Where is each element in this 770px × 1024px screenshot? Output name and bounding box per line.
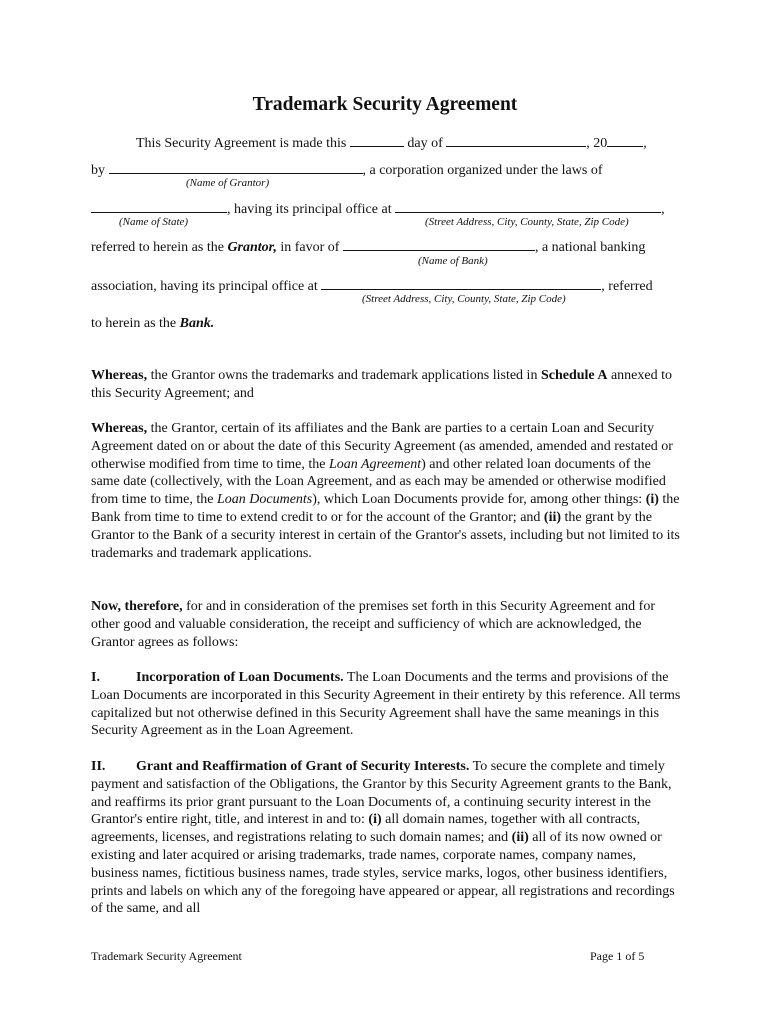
- paragraph-text: the Grantor owns the trademarks and trademark applications listed in: [147, 368, 541, 383]
- bank-name-blank[interactable]: [343, 237, 535, 251]
- caption-address-1: (Street Address, City, County, State, Zip Code): [425, 216, 629, 228]
- paragraph-text: The Loan Documents and the terms and provisions of the Loan Documents are incorporated in this Security Agreement in their entirety by this reference. All terms capitalized but not otherwise defined in this Security Agreement shall have the same meanings in this Security Agreement as in the Loan Agreement.: [91, 670, 681, 739]
- footer-document-name: Trademark Security Agreement: [91, 949, 242, 963]
- year-blank[interactable]: [607, 133, 643, 147]
- paragraph-text: ), which Loan Documents provide for, among other things:: [312, 492, 646, 508]
- intro-text: , having its principal office at: [227, 202, 392, 217]
- item-marker: (i): [645, 492, 659, 508]
- intro-text: referred to herein as the: [91, 240, 224, 255]
- intro-text: day of: [407, 136, 443, 151]
- bank-address-blank[interactable]: [321, 276, 601, 290]
- intro-text: to herein as the: [91, 316, 177, 331]
- paragraph-text: annexed to this Security Agreement; and: [91, 368, 672, 401]
- intro-line-1: [136, 133, 736, 152]
- state-blank[interactable]: [91, 199, 227, 213]
- whereas-paragraph-1: [91, 367, 683, 403]
- paragraph-text: all of its now owned or existing and later acquired or arising trademarks, trade names, corporate names, company names, business names, fictitious business names, trade styles, service marks, logos, other business identifiers, prints and labels on which any of the foregoing have appeared or appear, all registrations and recordings of the same, and all: [91, 830, 675, 917]
- paragraph-text: all domain names, together with all contracts, agreements, licenses, and registrations relating to such domain names; and: [91, 812, 641, 846]
- month-blank[interactable]: [446, 133, 586, 147]
- intro-text: , a national banking: [534, 240, 646, 255]
- paragraph-text: ) and other related loan documents of the same date (collectively, with the Loan Agreement, and as each may be amended or otherwise modified from time to time, the: [91, 456, 666, 508]
- paragraph-text: for and in consideration of the premises set forth in this Security Agreement and for other good and valuable consideration, the receipt and sufficiency of which are acknowledged, the Grantor agrees as follows:: [91, 599, 656, 650]
- intro-text: , a corporation organized under the laws of: [362, 163, 603, 178]
- caption-bank-name: (Name of Bank): [418, 255, 488, 267]
- item-marker: (i): [368, 812, 382, 828]
- bank-defined-term: Bank.: [179, 316, 215, 331]
- intro-text: by: [91, 163, 105, 178]
- whereas-lead: Whereas,: [91, 421, 148, 436]
- footer-page-number: Page 1 of 5: [590, 949, 645, 963]
- paragraph-text: the Bank from time to time to extend credit to or for the account of the Grantor; and: [91, 492, 680, 525]
- section-number: I.: [91, 670, 100, 685]
- schedule-a-ref: Schedule A: [540, 368, 608, 383]
- paragraph-text: the grant by the Grantor to the Bank of a security interest in certain of the Grantor's assets, including but not limited to its trademarks and trademark applications.: [91, 509, 680, 561]
- grantor-name-blank[interactable]: [109, 160, 363, 174]
- caption-state: (Name of State): [119, 216, 189, 228]
- item-marker: (ii): [543, 509, 562, 525]
- section-2-paragraph: [91, 758, 683, 918]
- intro-text: in favor of: [280, 240, 340, 255]
- intro-text: ,: [661, 202, 665, 217]
- whereas-paragraph-2: [91, 420, 683, 562]
- loan-documents-term: Loan Documents: [216, 492, 313, 508]
- section-heading: Incorporation of Loan Documents.: [136, 670, 344, 685]
- now-therefore-paragraph: [91, 598, 683, 651]
- loan-agreement-term: Loan Agreement: [328, 456, 422, 472]
- paragraph-text: the Grantor, certain of its affiliates and the Bank are parties to a certain Loan and Security Agreement dated on or about the date of this Security Agreement (as amended, amended and restated or otherwise modified from time to time, the: [91, 421, 673, 472]
- whereas-lead: Whereas,: [91, 368, 148, 383]
- section-number: II.: [91, 759, 106, 774]
- grantor-defined-term: Grantor,: [227, 240, 277, 255]
- intro-text: This Security Agreement is made this: [136, 136, 347, 151]
- intro-text: ,: [643, 136, 647, 151]
- day-blank[interactable]: [350, 133, 404, 147]
- paragraph-text: To secure the complete and timely payment and satisfaction of the Obligations, the Grantor by this Security Agreement grants to the Bank, and reaffirms its prior grant pursuant to the Loan Documents of, a continuing security interest in the Grantor's entire right, title, and interest in and to:: [91, 759, 672, 828]
- intro-text: association, having its principal office at: [91, 279, 318, 294]
- grantor-address-blank[interactable]: [395, 199, 661, 213]
- intro-text: , referred: [601, 279, 653, 294]
- intro-text: , 20: [586, 136, 608, 151]
- intro-line-2: [91, 160, 691, 179]
- item-marker: (ii): [511, 830, 529, 846]
- document-title: Trademark Security Agreement: [252, 94, 518, 115]
- intro-line-4: [91, 237, 691, 256]
- section-1-paragraph: [91, 669, 683, 740]
- intro-line-6: [91, 315, 691, 332]
- caption-address-2: (Street Address, City, County, State, Zip Code): [362, 293, 566, 305]
- now-therefore-lead: Now, therefore,: [91, 599, 183, 614]
- section-heading: Grant and Reaffirmation of Grant of Security Interests.: [136, 759, 470, 774]
- caption-grantor-name: (Name of Grantor): [186, 177, 270, 189]
